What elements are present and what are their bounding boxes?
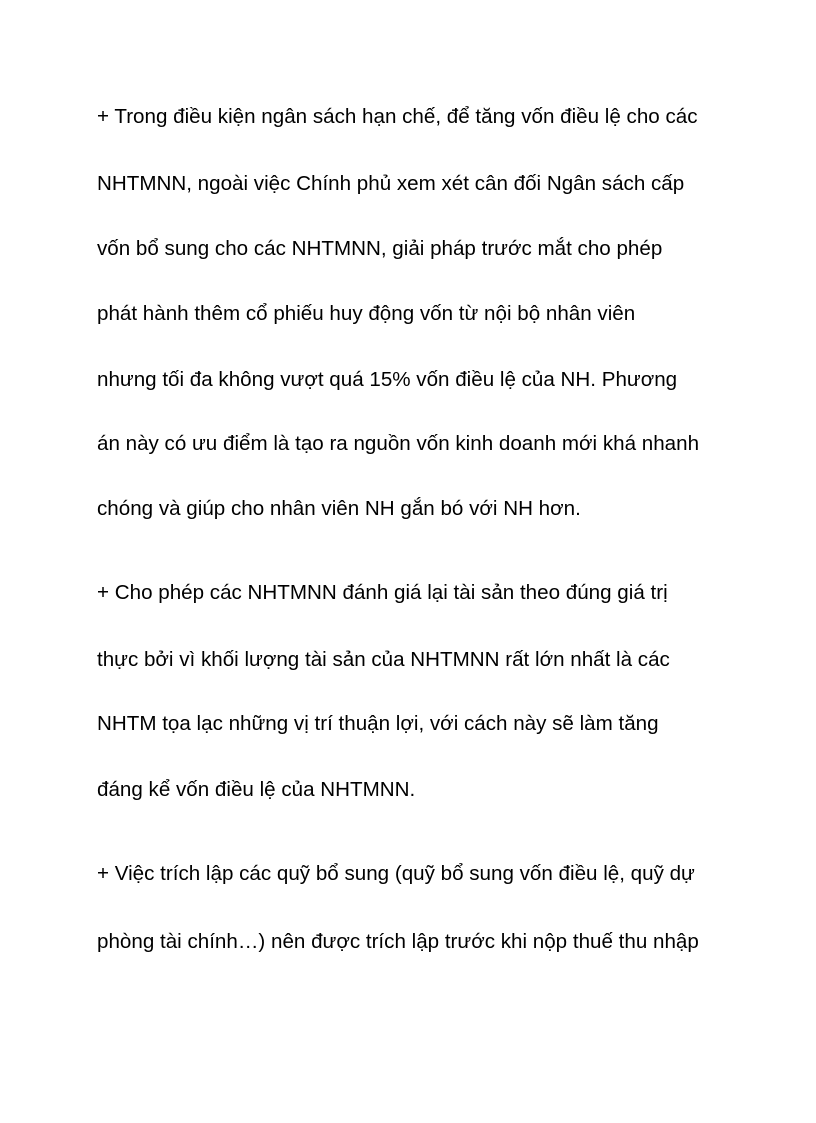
paragraph-1-line-6: án này có ưu điểm là tạo ra nguồn vốn kinh doanh mới khá nhanh	[97, 432, 700, 455]
paragraph-2-line-1: + Cho phép các NHTMNN đánh giá lại tài sản theo đúng giá trị	[97, 581, 668, 604]
paragraph-1-line-4: phát hành thêm cổ phiếu huy động vốn từ nội bộ nhân viên	[97, 302, 636, 325]
paragraph-1-line-1: + Trong điều kiện ngân sách hạn chế, để tăng vốn điều lệ cho các	[97, 105, 698, 128]
paragraph-3-line-2: phòng tài chính…) nên được trích lập trước khi nộp thuế thu nhập	[97, 930, 699, 953]
paragraph-1-line-3: vốn bổ sung cho các NHTMNN, giải pháp trước mắt cho phép	[97, 237, 663, 260]
paragraph-2-line-4: đáng kể vốn điều lệ của NHTMNN.	[97, 778, 416, 801]
paragraph-3-line-1: + Việc trích lập các quỹ bổ sung (quỹ bổ sung vốn điều lệ, quỹ dự	[97, 862, 695, 885]
paragraph-1-line-5: nhưng tối đa không vượt quá 15% vốn điều lệ của NH. Phương	[97, 368, 678, 391]
paragraph-2-line-2: thực bởi vì khối lượng tài sản của NHTMNN rất lớn nhất là các	[97, 648, 670, 671]
paragraph-2-line-3: NHTM tọa lạc những vị trí thuận lợi, với cách này sẽ làm tăng	[97, 712, 659, 735]
paragraph-1-line-7: chóng và giúp cho nhân viên NH gắn bó với NH hơn.	[97, 497, 581, 520]
paragraph-1-line-2: NHTMNN, ngoài việc Chính phủ xem xét cân đối Ngân sách cấp	[97, 172, 685, 195]
